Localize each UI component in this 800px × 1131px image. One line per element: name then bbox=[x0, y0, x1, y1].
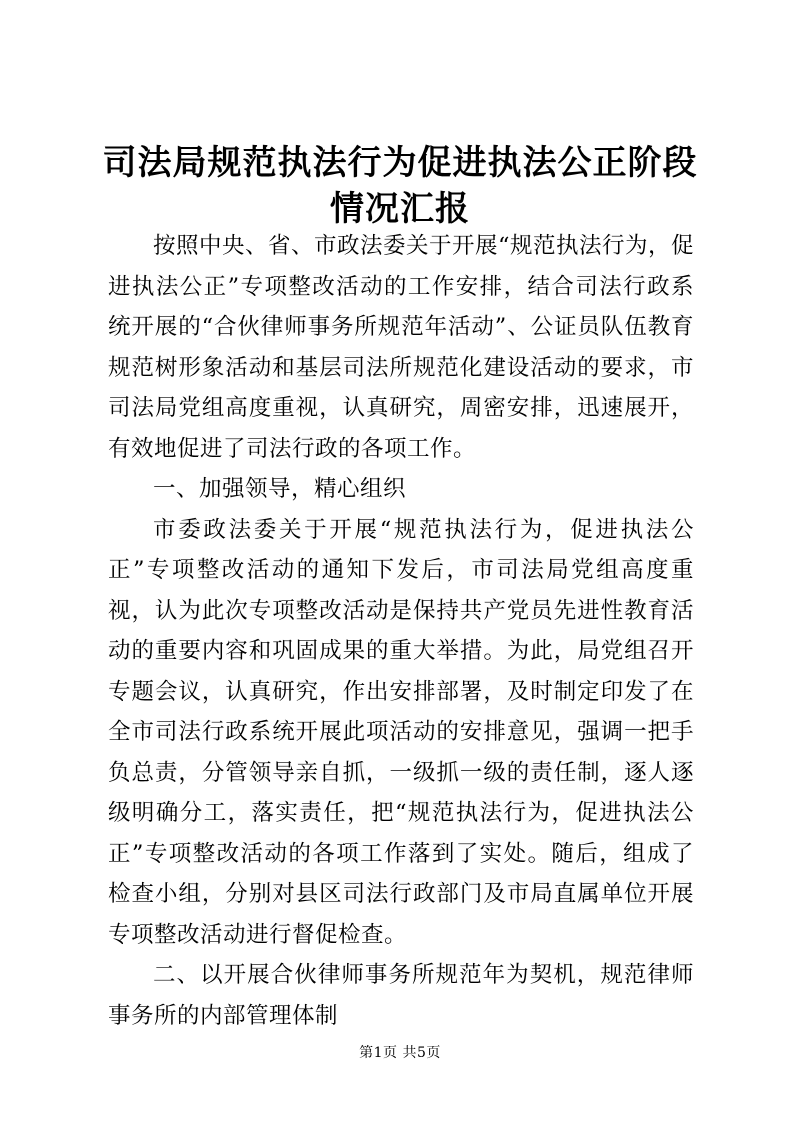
section-heading-2: 二、以开展合伙律师事务所规范年为契机，规范律师事务所的内部管理体制 bbox=[108, 962, 694, 1029]
section-1-paragraph: 市委政法委关于开展“规范执法行为，促进执法公正”专项整改活动的通知下发后，市司法局党组高度重视，认为此次专项整改活动是保持共产党员先进性教育活动的重要内容和巩固成果的重大举措。为此，局党组召开专题会议，认真研究，作出安排部署，及时制定印发了在全市司法行政系统开展此项活动的安排意见，强调一把手负总责，分管领导亲自抓，一级抓一级的责任制，逐人逐级明确分工，落实责任，把“规范执法行为，促进执法公正”专项整改活动的各项工作落到了实处。随后，组成了检查小组，分别对县区司法行政部门及市局直属单位开展专项整改活动进行督促检查。 bbox=[108, 516, 694, 948]
section-heading-1: 一、加强领导，精心组织 bbox=[153, 476, 407, 502]
page-number-footer: 第1页 共5页 bbox=[359, 1045, 441, 1061]
intro-paragraph: 按照中央、省、市政法委关于开展“规范执法行为，促进执法公正”专项整改活动的工作安排，结合司法行政系统开展的“合伙律师事务所规范年活动”、公证员队伍教育规范树形象活动和基层司法所规范化建设活动的要求，市司法局党组高度重视，认真研究，周密安排，迅速展开，有效地促进了司法行政的各项工作。 bbox=[108, 233, 695, 462]
document-body bbox=[108, 226, 694, 1036]
document-title: 司法局规范执法行为促进执法公正阶段情况汇报 bbox=[102, 143, 698, 229]
